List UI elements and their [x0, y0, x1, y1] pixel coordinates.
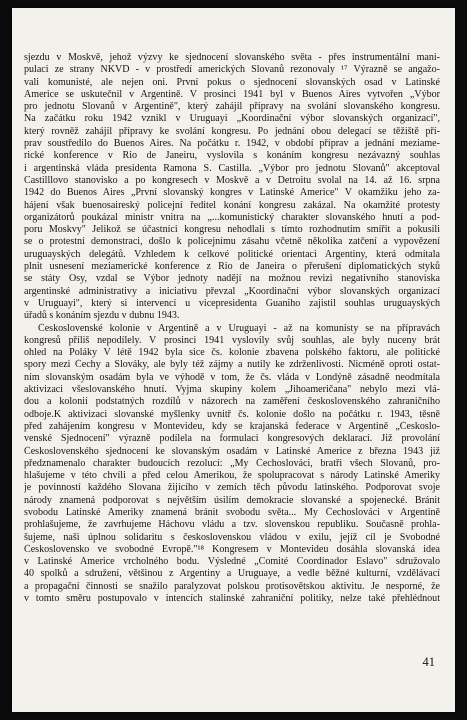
text-line: pulaci ze strany NKVD - v prostředí amerických Slovanů rezonovaly ¹⁷ Výrazně se angažo- — [24, 64, 440, 76]
text-line: aktivizaci všeslovanského hnutí. Vyjma skupiny kolem „Jihoameričana" nebylo mezi vlá- — [24, 384, 440, 396]
text-line: 40 spolků a sdružení, většinou z Argentiny a Uruguaye, a vedle běžné kulturní, vzdělávací — [24, 568, 440, 580]
text-line: v Uruguayi", který si intervencí u vicepresidenta Guaniho zajistil souhlas uruguayských — [24, 297, 440, 309]
text-line: Československé kolonie v Argentině a v Uruguayi - až na komunisty se na přípravách — [38, 322, 440, 334]
text-line: uruguayských delegátů. Vzhledem k celkové politické orientaci Argentiny, která odmítala — [24, 248, 440, 260]
text-line: se státy Osy, vzdal se Výbor jednoty nadějí na možnou revizi negativního stanoviska — [24, 273, 440, 285]
text-line: šujeme, naši úplnou solidaritu s československou vládou v exilu, jejíž cíl je Svobodné — [24, 531, 440, 543]
text-line: Americe se uskutečnil v Argentině. V prosinci 1941 byl v Buenos Aires vytvořen „Výbor — [24, 88, 440, 100]
text-line: vali komunisté, ale nejen oni. První pokus o sjednocení slovanských osad v Latinské — [24, 76, 440, 88]
text-line: je povinností každého Slovana žijícího v zemích těch původu latinského. Podporovat svoje — [24, 482, 440, 494]
text-line: v Latinské Americe vrcholného bodu. Výsledné „Comité Coordinador Eslavo" sdružovalo — [24, 556, 440, 568]
text-line: ohled na Poláky V létě 1942 byla sice čs. kolonie zbavena polského faktoru, ale politické — [24, 347, 440, 359]
text-line: národy znamená podporovat s největším úsilím demokracie slovanské a spojenecké. Bránit — [24, 494, 440, 506]
text-line: a propagační činnosti se snažilo paralyzovat polskou protisovětskou aktivitu. Je nesporné, že — [24, 580, 440, 592]
text-line: plnit usnesení meziamerické konference z Rio de Janeira o přerušení diplomatických styků — [24, 261, 440, 273]
text-line: poru Moskvy" Jelikož se účastníci kongresu nehodlali s tímto rozhodnutím smířit a pokusili — [24, 224, 440, 236]
text-line: i argentinská vláda presidenta Ramona S. Castilla. „Výbor pro jednotu Slovanů" akceptoval — [24, 162, 440, 174]
text-line: venské Sjednocení" výrazně podílela na formulaci kongresových deklarací. Již provolání — [24, 433, 440, 445]
text-line: se o protestní demonstraci, došlo k policejnímu zásahu včetně několika zatčení a vypovězení — [24, 236, 440, 248]
text-line: Castilllovo stanovisko a po kongresech v Moskvě a v Detroitu svolal na 14. až 16. srpna — [24, 174, 440, 186]
text-line: hlašujeme v této chvíli a před celou Amerikou, že spolupracovat s národy Latinské Ameriky — [24, 470, 440, 482]
body-text — [24, 52, 440, 605]
text-line: odboje.K aktivizaci slovanské myšlenky uvnitř čs. kolonie došlo na počátku r. 1943, těsně — [24, 408, 440, 420]
text-line: prav soustředilo do Buenos Aires. Na počátku r. 1942, v období příprav a jednání meziame- — [24, 138, 440, 150]
text-line: ním slovanským osadám byla ve výhodě v tom, že čs. vláda v Londýně zásadně neodmítala — [24, 371, 440, 383]
text-line: 1942 do Buenos Aires „První slovanský kongres v Latinské Americe" V okamžiku jeho za- — [24, 187, 440, 199]
text-line: Československo ve svobodné Evropě."¹⁸ Kongresem v Montevideu dosáhla slovanská idea — [24, 543, 440, 555]
text-line: sjezdu v Moskvě, jehož výzvy ke sjednocení slovanského světa - přes instrumentální mani- — [24, 52, 440, 63]
page-number: 41 — [422, 655, 435, 669]
text-line: svobodu Latinské Ameriky znamená bránit svobodu světa... My Čechoslováci v Argentině — [24, 506, 440, 518]
text-line: pro jednotu Slovanů v Argentině", který zahájil přípravy na svolání slovanského kongresu. — [24, 101, 440, 113]
text-line: dou a kolonií podstatných rozdílů v názorech na zaměření československého zahraničního — [24, 396, 440, 408]
text-line: který rovněž zahájil přípravy ke svolání kongresu. Po jednání obou delegací se těžiště pří- — [24, 125, 440, 137]
text-line: prohlašujeme, že zavrhujeme Háchovu vládu a tzv. slovenskou republiku. Současně prohla- — [24, 519, 440, 531]
text-line: úřadů s konáním sjezdu v dubnu 1943. — [24, 310, 180, 322]
text-line: předznamenalo charakter budoucích rezolucí: „My Čechoslováci, bratři všech Slovanů, pro- — [24, 457, 440, 469]
text-line: spory mezi Čechy a Slováky, ale byly též zájmy a nutily ke zdrženlivosti. Nicméně oproti ostat- — [24, 359, 440, 371]
text-line: argentinské administrativy a iniciativu převzal „Koordinační výbor slovanských organizací — [24, 285, 440, 297]
book-page — [12, 8, 455, 712]
text-line: kongresů příliš nepodílely. V prosinci 1941 vyslovily svůj souhlas, ale byly nuceny brát — [24, 334, 440, 346]
text-line: Československého sjednocení ke slovanským osadám v Latinské Americe z března 1943 již — [24, 445, 440, 457]
text-line: Na začátku roku 1942 vznikl v Uruguayi „Koordinační výbor slovanských organizací", — [24, 113, 440, 125]
text-line: v tomto směru postupovalo v intencích stalinské zahraniční politiky, nelze také přehlédnout — [24, 593, 440, 605]
text-line: hájení však buenosaireský policejní ředitel konání kongresu zakázal. Na okamžité protesty — [24, 199, 440, 211]
text-line: před zahájením kongresu v Montevideu, kdy se krajanská federace v Argentině „Českoslo- — [24, 420, 440, 432]
text-line: rické konference v Rio de Janeiru, vyslovila s konáním kongresu nezávazný souhlas — [24, 150, 440, 162]
text-line: organizátorů poukázal ministr vnitra na „...komunistický charakter slovanského hnutí a pod- — [24, 211, 440, 223]
